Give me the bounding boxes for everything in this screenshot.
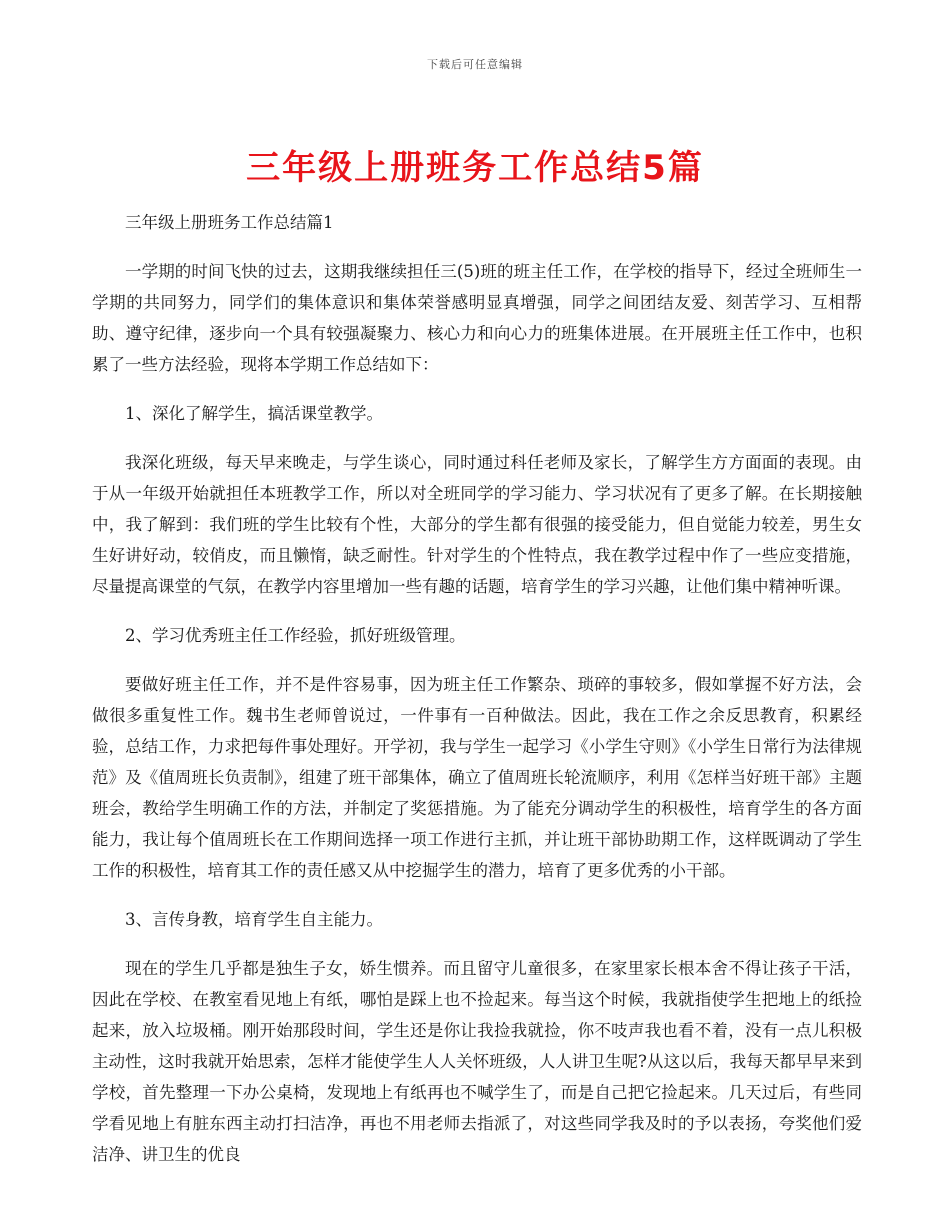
section-heading-2: 2、学习优秀班主任工作经验，抓好班级管理。 [125, 626, 466, 645]
paragraph-2: 要做好班主任工作，并不是件容易事，因为班主任工作繁杂、琐碎的事较多，假如掌握不好方法，会做很多重复性工作。魏书生老师曾说过，一件事有一百种做法。因此，我在工作之余反思教育，积累经验，总结工作，力求把每件事处理好。开学初，我与学生一起学习《小学生守则》《小学生日常行为法律规范》及《值周班长负责制》，组建了班干部集体，确立了值周班长轮流顺序，利用《怎样当好班干部》主题班会，教给学生明确工作的方法，并制定了奖惩措施。为了能充分调动学生的积极性，培育学生的各方面能力，我让每个值周班长在工作期间选择一项工作进行主抓，并让班干部协助期工作，这样既调动了学生工作的积极性，培育其工作的责任感又从中挖掘学生的潜力，培育了更多优秀的小干部。 [92, 675, 862, 880]
section-heading-1: 1、深化了解学生，搞活课堂教学。 [125, 404, 383, 423]
section-subtitle: 三年级上册班务工作总结篇1 [125, 213, 334, 232]
paragraph-3: 现在的学生几乎都是独生子女，娇生惯养。而且留守儿童很多，在家里家长根本舍不得让孩子干活，因此在学校、在教室看见地上有纸，哪怕是踩上也不捡起来。每当这个时候，我就指使学生把地上的纸捡起来，放入垃圾桶。刚开始那段时间，学生还是你让我捡我就捡，你不吱声我也看不着，没有一点儿积极主动性，这时我就开始思索，怎样才能使学生人人关怀班级，人人讲卫生呢?从这以后，我每天都早早来到学校，首先整理一下办公桌椅，发现地上有纸再也不喊学生了，而是自己把它捡起来。几天过后，有些同学看见地上有脏东西主动打扫洁净，再也不用老师去指派了，对这些同学我及时的予以表扬，夸奖他们爱洁净、讲卫生的优良 [92, 959, 862, 1164]
section-heading-3: 3、言传身教，培育学生自主能力。 [125, 910, 383, 929]
paragraph-1: 我深化班级，每天早来晚走，与学生谈心，同时通过科任老师及家长，了解学生方方面面的表现。由于从一年级开始就担任本班教学工作，所以对全班同学的学习能力、学习状况有了更多了解。在长期接触中，我了解到：我们班的学生比较有个性，大部分的学生都有很强的接受能力，但自觉能力较差，男生女生好讲好动，较俏皮，而且懒惰，缺乏耐性。针对学生的个性特点，我在教学过程中作了一些应变措施，尽量提高课堂的气氛，在教学内容里增加一些有趣的话题，培育学生的学习兴趣，让他们集中精神听课。 [92, 453, 862, 596]
header-note: 下载后可任意编辑 [427, 58, 523, 71]
document-title: 三年级上册班务工作总结5篇 [246, 148, 704, 188]
paragraph-intro: 一学期的时间飞快的过去，这期我继续担任三(5)班的班主任工作，在学校的指导下，经过全班师生一学期的共同努力，同学们的集体意识和集体荣誉感明显真增强，同学之间团结友爱、刻苦学习、互相帮助、遵守纪律，逐步向一个具有较强凝聚力、核心力和向心力的班集体进展。在开展班主任工作中，也积累了一些方法经验，现将本学期工作总结如下： [92, 262, 862, 374]
document-body [92, 207, 862, 1188]
